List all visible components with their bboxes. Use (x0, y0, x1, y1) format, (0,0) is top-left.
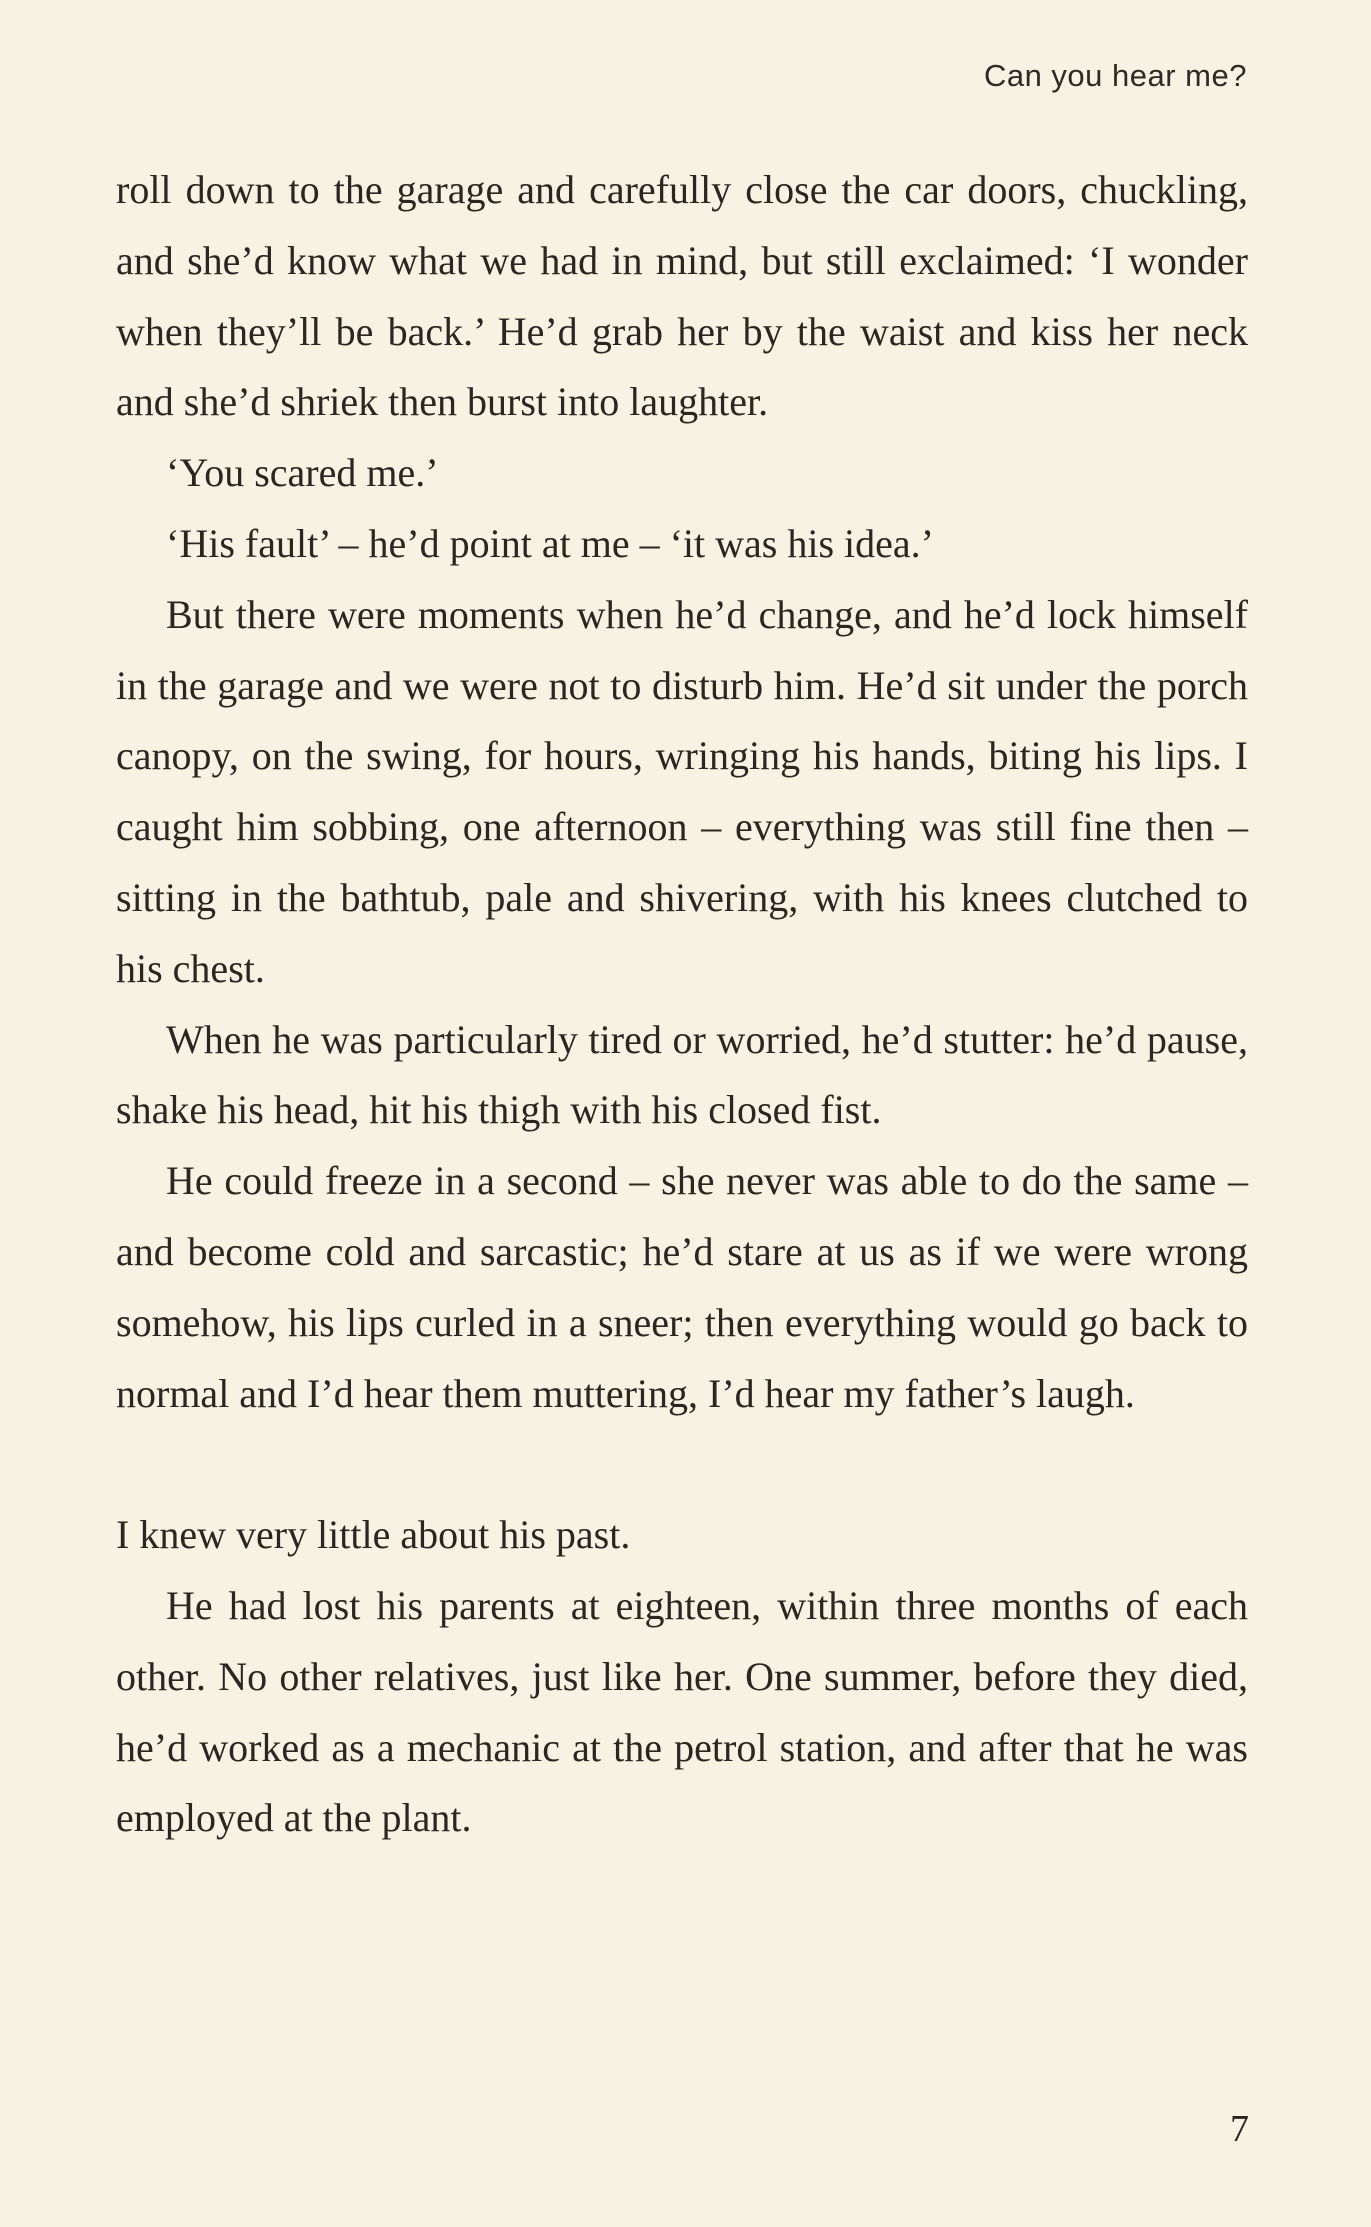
paragraph-dialogue-1: ‘You scared me.’ (166, 450, 439, 496)
paragraph-past: I knew very little about his past. (116, 1512, 631, 1558)
running-head: Can you hear me? (983, 58, 1247, 93)
paragraph-parents: He had lost his parents at eighteen, within three months of each other. No other relatives, just like her. One summer, before they died, he’d worked as a mechanic at the petrol station, and after that he was employed at the plant. (116, 1582, 1248, 1841)
paragraph-dialogue-2: ‘His fault’ – he’d point at me – ‘it was his idea.’ (166, 520, 934, 566)
paragraph-freeze: He could freeze in a second – she never was able to do the same – and become cold and sarcastic; he’d stare at us as if we were wrong somehow, his lips curled in a sneer; then everything would go back to normal and I’d hear them muttering, I’d hear my father’s laugh. (116, 1158, 1248, 1416)
paragraph-moments: But there were moments when he’d change, and he’d lock himself in the garage and we were not to disturb him. He’d sit under the porch canopy, on the swing, for hours, wringing his hands, biting his lips. I caught him sobbing, one afternoon – everything was still fine then – sitting in the bathtub, pale and shivering, with his knees clutched to his chest. (116, 591, 1248, 991)
body-text (116, 155, 1248, 1854)
paragraph-continuation: roll down to the garage and carefully close the car doors, chuckling, and she’d know what we had in mind, but still exclaimed: ‘I wonder when they’ll be back.’ He’d grab her by the waist and kiss her neck and she’d shriek then burst into laughter. (116, 167, 1248, 425)
paragraph-stutter: When he was particularly tired or worried, he’d stutter: he’d pause, shake his head, hit his thigh with his closed fist. (116, 1016, 1248, 1133)
page-number: 7 (1230, 2108, 1249, 2150)
